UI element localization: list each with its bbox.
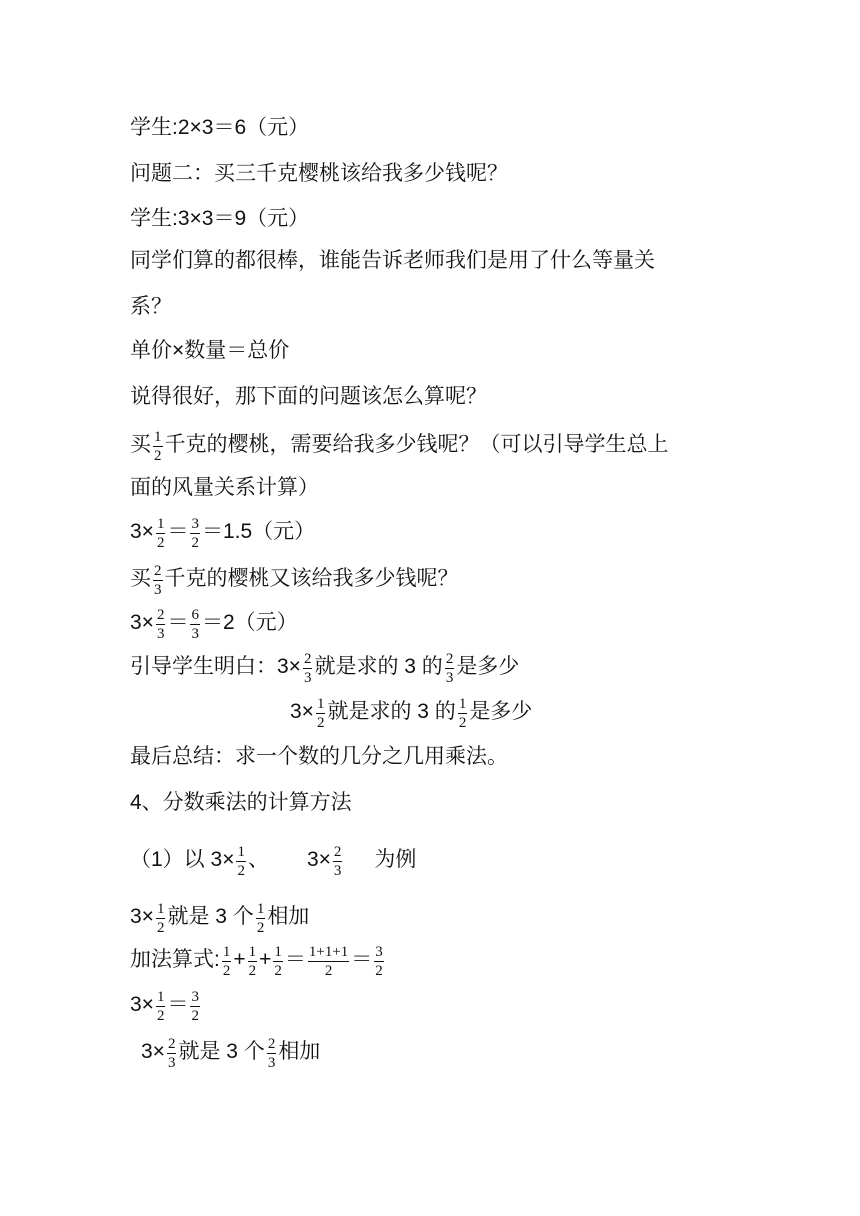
numerator: 2 [303,651,312,667]
numerator: 3 [191,989,199,1005]
text: 千克的樱桃又该给我多少钱呢？ [164,567,459,591]
denominator: 2 [156,535,165,551]
denominator: 2 [237,863,245,879]
text: 千克的樱桃，需要给我多少钱呢？（可以引导学生总上 [164,433,669,457]
numerator: 1+1+1 [308,944,349,960]
line-summary [130,743,508,771]
line-guide-students-2 [290,695,532,730]
fraction-one-half [316,696,326,731]
denominator: 2 [248,963,257,979]
numerator: 2 [154,563,162,579]
denominator: 3 [154,582,162,598]
line-next-question [130,383,487,411]
text: 买 [130,433,151,457]
text: 加法算式: [130,948,220,972]
text: 、 [247,848,269,872]
numerator: 1 [237,844,245,860]
line-example-intro [130,843,416,878]
text: 3× [130,520,154,544]
numerator: 1 [248,944,257,960]
line-three-halves-meaning [130,900,309,935]
text: 是多少 [469,700,533,724]
text: （1）以 3× [130,848,235,872]
text: 为例 [374,848,417,872]
line-guide-students-1 [130,650,519,685]
numerator: 2 [333,844,342,860]
text: 学生:2×3＝6（元） [130,116,310,139]
denominator: 2 [324,963,333,979]
numerator: 1 [156,901,165,917]
numerator: 6 [191,607,199,623]
text: ＝ [284,948,306,972]
fraction-three-halves [374,944,384,979]
numerator: 1 [274,944,282,960]
line-addition-formula [130,943,386,978]
fraction-two-thirds [445,651,455,686]
text: 就是求的 3 的 [327,700,456,724]
denominator: 2 [191,535,199,551]
numerator: 1 [316,696,325,712]
denominator: 2 [316,715,325,731]
text: 系？ [130,295,172,318]
line-question-two [130,160,508,188]
fraction-one-half [458,696,468,731]
text: 买 [130,567,151,591]
text: 同学们算的都很棒，谁能告诉老师我们是用了什么等量关 [130,249,655,272]
text: 3× [306,848,331,872]
denominator: 3 [156,626,165,642]
denominator: 2 [156,920,165,936]
fraction-six-thirds [190,607,200,642]
line-teacher-question-cont [130,293,172,321]
line-student-answer-2 [130,205,309,233]
text: 4、分数乘法的计算方法 [130,791,352,814]
text: ＝1.5（元） [201,520,316,544]
numerator: 1 [458,696,467,712]
denominator: 3 [167,1055,176,1071]
numerator: 2 [445,651,454,667]
denominator: 3 [191,626,199,642]
denominator: 2 [222,963,231,979]
text: 单价×数量＝总价 [130,339,290,362]
numerator: 2 [167,1036,176,1052]
numerator: 3 [191,516,199,532]
numerator: 3 [375,944,383,960]
text: 相加 [267,905,310,929]
text: 就是 3 个 [167,905,254,929]
line-buy-two-thirds [130,562,459,597]
fraction-sum-over-two [308,944,349,979]
fraction-two-thirds [303,651,313,686]
text: 3× [141,1040,165,1064]
fraction-two-thirds [167,1036,177,1071]
numerator: 1 [256,901,265,917]
denominator: 3 [445,670,454,686]
text: ＝ [167,611,189,635]
numerator: 2 [156,607,165,623]
line-calc-half [130,515,315,550]
text: ＝ [351,948,373,972]
line-two-thirds-meaning [141,1035,320,1070]
text: + [259,948,272,972]
fraction-two-thirds [153,563,163,598]
line-buy-half [130,428,669,463]
fraction-two-thirds [156,607,166,642]
text: 引导学生明白：3× [130,655,301,679]
fraction-one-half [236,844,246,879]
denominator: 3 [333,863,342,879]
numerator: 2 [267,1036,276,1052]
text: 3× [130,993,154,1017]
denominator: 3 [303,670,312,686]
line-teacher-question [130,247,655,275]
section-heading-fraction-multiplication [130,789,352,817]
line-student-answer-1 [130,114,309,142]
denominator: 2 [274,963,282,979]
text: ＝2（元） [201,611,298,635]
text: 就是求的 3 的 [314,655,443,679]
line-buy-half-cont [130,474,319,502]
denominator: 2 [154,448,162,464]
text: 是多少 [456,655,520,679]
numerator: 1 [222,944,231,960]
fraction-three-halves [190,989,200,1024]
text: 问题二：买三千克樱桃该给我多少钱呢？ [130,162,508,185]
text: ＝ [167,993,189,1017]
text: 说得很好，那下面的问题该怎么算呢？ [130,385,487,408]
denominator: 2 [156,1008,165,1024]
fraction-one-half [156,516,166,551]
denominator: 2 [375,963,383,979]
text: 学生:3×3＝9（元） [130,207,310,230]
fraction-one-half [222,944,232,979]
text: ＝ [167,520,189,544]
fraction-one-half [153,429,163,464]
denominator: 2 [256,920,265,936]
text: 3× [130,611,154,635]
text: 3× [290,700,314,724]
denominator: 3 [267,1055,276,1071]
fraction-two-thirds [267,1036,277,1071]
fraction-three-halves [190,516,200,551]
line-formula-total-price [130,337,289,365]
fraction-one-half [273,944,283,979]
numerator: 1 [154,429,162,445]
fraction-one-half [156,989,166,1024]
text: 面的风量关系计算） [130,476,319,499]
line-multiplication-result [130,988,202,1023]
fraction-one-half [156,901,166,936]
numerator: 1 [156,989,165,1005]
text: 3× [130,905,154,929]
text: 相加 [278,1040,321,1064]
line-calc-two-thirds [130,606,298,641]
denominator: 2 [191,1008,199,1024]
text: 最后总结：求一个数的几分之几用乘法。 [130,745,508,768]
fraction-two-thirds [333,844,343,879]
text: + [233,948,246,972]
text: 就是 3 个 [178,1040,265,1064]
fraction-one-half [256,901,266,936]
fraction-one-half [248,944,258,979]
numerator: 1 [156,516,165,532]
denominator: 2 [458,715,467,731]
